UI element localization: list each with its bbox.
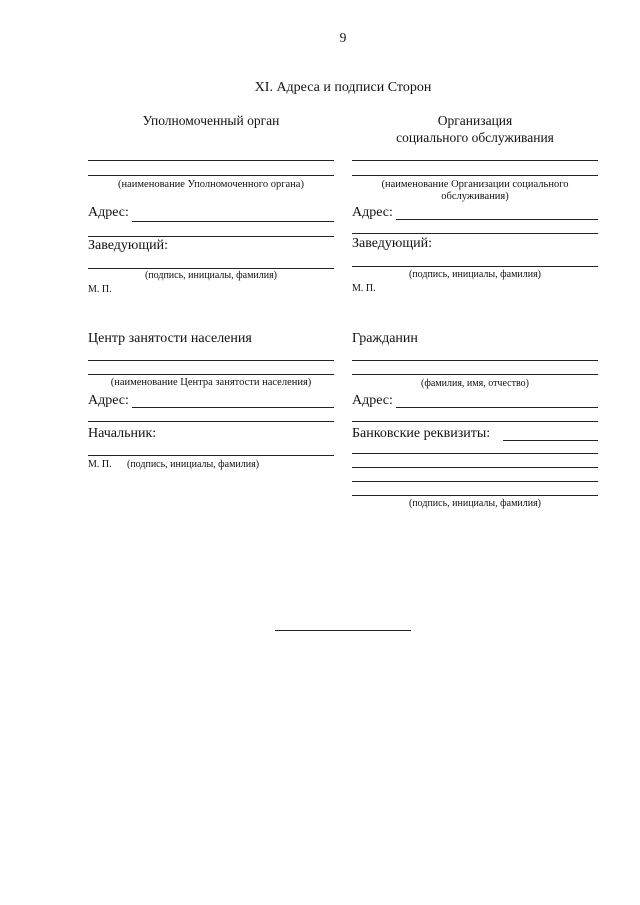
social-org-address-line-2: [352, 233, 598, 234]
authorized-body-signature-caption: (подпись, инициалы, фамилия): [144, 270, 278, 281]
authorized-body-seal: М. П.: [88, 284, 112, 295]
social-org-head-label: Заведующий:: [352, 236, 433, 251]
social-org-heading-line-2: социального обслуживания: [396, 130, 554, 145]
citizen-name-caption: (фамилия, имя, отчество): [421, 378, 529, 389]
employment-center-address-label: Адрес:: [88, 393, 129, 408]
citizen-address-label: Адрес:: [352, 393, 393, 408]
social-org-name-line-2: [352, 175, 598, 176]
employment-center-seal: М. П.: [88, 459, 112, 470]
social-org-address-line-1: [396, 219, 598, 220]
citizen-bank-line-1: [503, 440, 598, 441]
authorized-body-signature-line: [88, 268, 334, 269]
social-org-name-caption-2: обслуживания): [441, 191, 509, 202]
page-number: 9: [339, 30, 347, 45]
citizen-name-line-2: [352, 374, 598, 375]
social-org-seal: М. П.: [352, 283, 376, 294]
citizen-signature-line: [352, 495, 598, 496]
citizen-address-line-2: [352, 421, 598, 422]
citizen-name-line-1: [352, 360, 598, 361]
employment-center-address-line-2: [88, 421, 334, 422]
employment-center-head-label: Начальник:: [88, 426, 157, 441]
citizen-bank-line-2: [352, 453, 598, 454]
citizen-address-line-1: [396, 407, 598, 408]
citizen-bank-label: Банковские реквизиты:: [352, 426, 491, 441]
social-org-signature-line: [352, 266, 598, 267]
employment-center-signature-line: [88, 455, 334, 456]
authorized-body-heading: Уполномоченный орган: [142, 113, 280, 128]
authorized-body-name-line-2: [88, 175, 334, 176]
citizen-bank-line-4: [352, 481, 598, 482]
section-title: XI. Адреса и подписи Сторон: [254, 80, 432, 95]
citizen-bank-line-3: [352, 467, 598, 468]
authorized-body-address-line-1: [132, 221, 334, 222]
employment-center-name-line-1: [88, 360, 334, 361]
authorized-body-address-line-2: [88, 236, 334, 237]
employment-center-address-line-1: [132, 407, 334, 408]
closing-separator: [275, 630, 411, 631]
employment-center-signature-caption: (подпись, инициалы, фамилия): [127, 459, 260, 470]
employment-center-name-line-2: [88, 374, 334, 375]
authorized-body-address-label: Адрес:: [88, 205, 129, 220]
employment-center-name-caption: (наименование Центра занятости населения): [110, 377, 312, 388]
citizen-signature-caption: (подпись, инициалы, фамилия): [408, 498, 542, 509]
employment-center-heading: Центр занятости населения: [88, 331, 252, 346]
social-org-name-caption-1: (наименование Организации социального: [381, 179, 569, 190]
citizen-heading: Гражданин: [352, 331, 418, 346]
authorized-body-name-line-1: [88, 160, 334, 161]
social-org-address-label: Адрес:: [352, 205, 393, 220]
authorized-body-name-caption: (наименование Уполномоченного органа): [118, 179, 304, 190]
social-org-name-line-1: [352, 160, 598, 161]
authorized-body-head-label: Заведующий:: [88, 238, 169, 253]
social-org-heading-line-1: Организация: [437, 113, 513, 128]
social-org-signature-caption: (подпись, инициалы, фамилия): [408, 269, 542, 280]
